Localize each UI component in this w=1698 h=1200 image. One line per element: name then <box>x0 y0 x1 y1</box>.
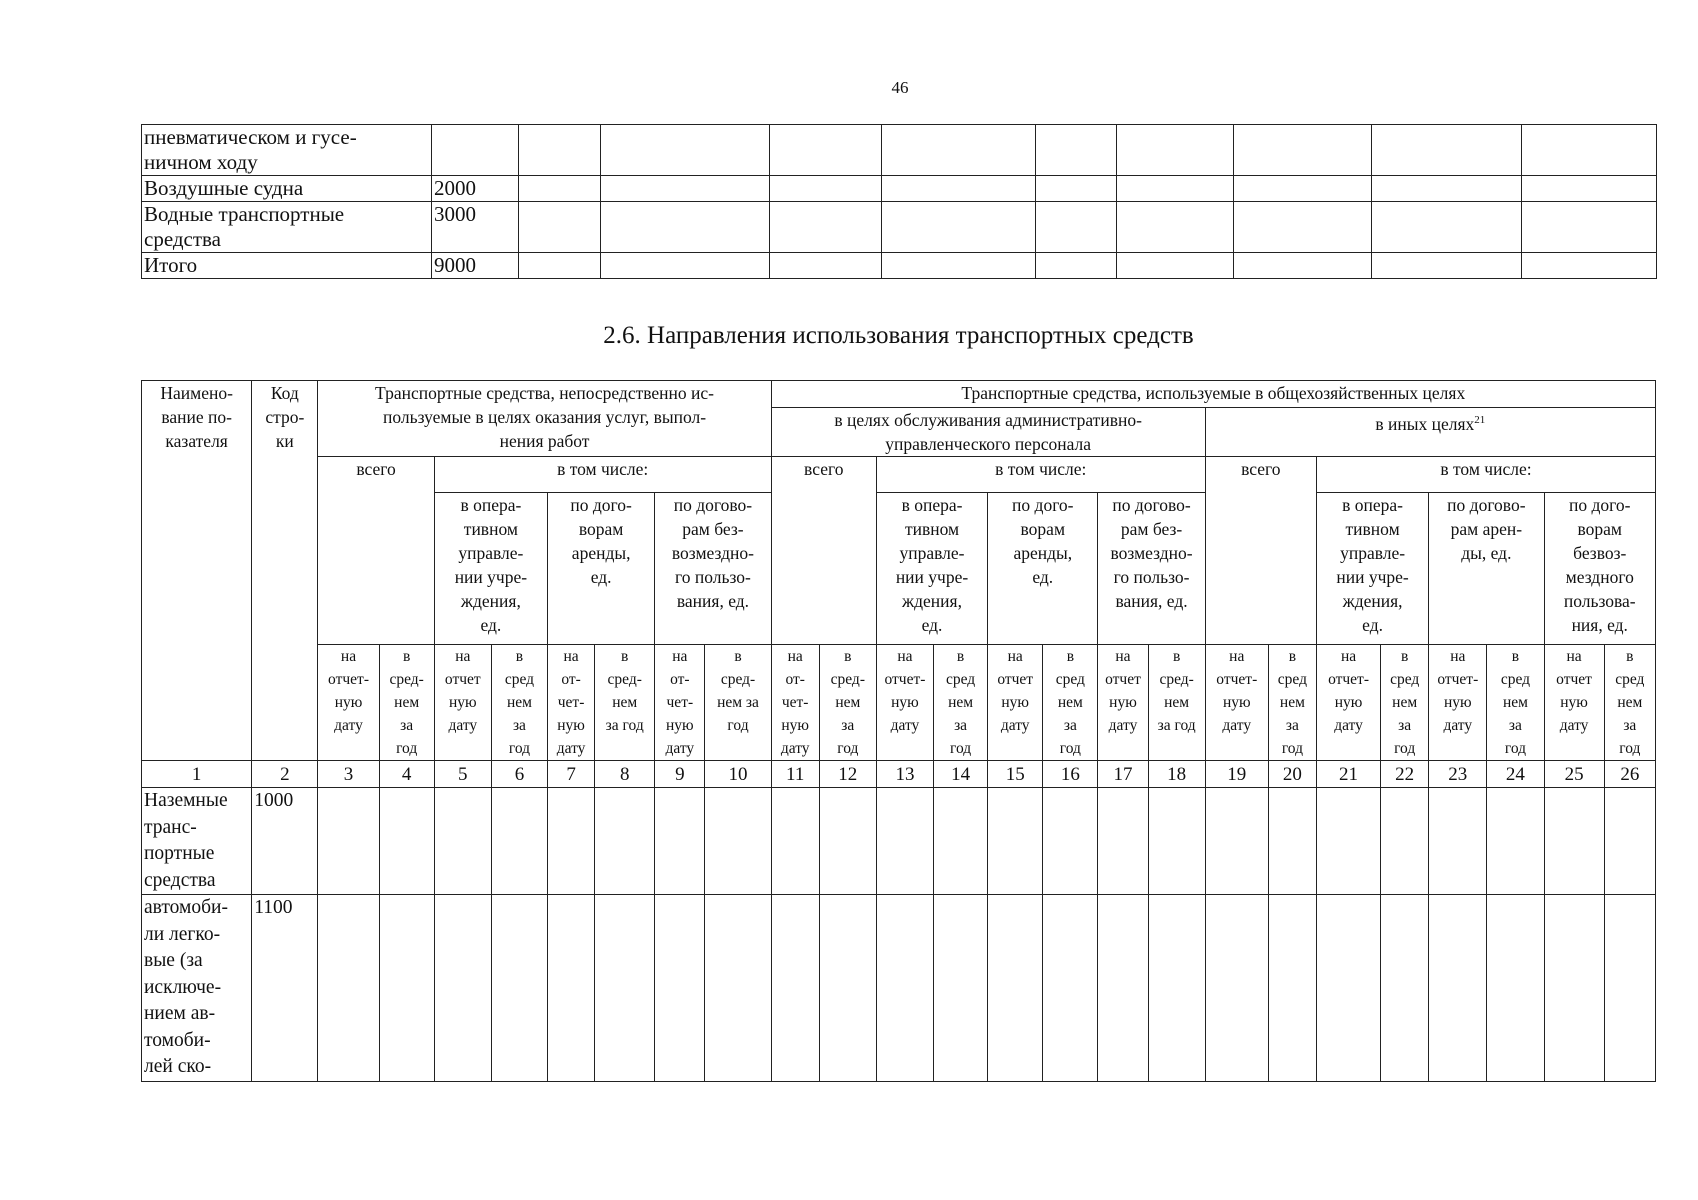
empty-cell <box>1234 125 1372 176</box>
empty-cell <box>1372 125 1522 176</box>
top-row-code: 3000 <box>432 202 519 253</box>
empty-cell <box>771 788 819 895</box>
subheader-reporting-date: на отчет- ную дату <box>1316 645 1380 761</box>
empty-cell <box>1372 176 1522 202</box>
empty-cell <box>1098 895 1148 1082</box>
subheader-reporting-date: на отчет- ную дату <box>1429 645 1487 761</box>
empty-cell <box>318 788 379 895</box>
header-other-label: в иных целях <box>1375 413 1475 434</box>
subheader-reporting-date: на отчет- ную дату <box>318 645 379 761</box>
empty-cell <box>1487 788 1544 895</box>
empty-cell <box>1043 895 1098 1082</box>
empty-cell <box>819 788 876 895</box>
column-number: 2 <box>252 761 318 788</box>
column-number: 23 <box>1429 761 1487 788</box>
empty-cell <box>595 895 655 1082</box>
top-table-row <box>142 253 1657 279</box>
empty-cell <box>379 895 434 1082</box>
empty-cell <box>882 253 1036 279</box>
top-row-code: 9000 <box>432 253 519 279</box>
empty-cell <box>1487 895 1544 1082</box>
empty-cell <box>519 125 601 176</box>
empty-cell <box>988 895 1043 1082</box>
empty-cell <box>1429 788 1487 895</box>
empty-cell <box>1036 253 1117 279</box>
top-row-code <box>432 125 519 176</box>
subheader-reporting-date: на отчет- ную дату <box>876 645 933 761</box>
subheader-reporting-date: на отчет ную дату <box>988 645 1043 761</box>
header-other-purposes <box>1205 408 1655 457</box>
table-row <box>142 895 1656 1082</box>
footnote-21: 21 <box>1474 414 1486 426</box>
subheader-average-year: в сред- нем за год <box>1148 645 1205 761</box>
column-number: 26 <box>1604 761 1655 788</box>
header-operational-3: в опера- тивном управле- нии учре- ждения, ед. <box>1316 493 1428 645</box>
column-number: 25 <box>1544 761 1604 788</box>
column-number: 21 <box>1316 761 1380 788</box>
empty-cell <box>1234 176 1372 202</box>
top-continuation-table <box>141 124 1657 279</box>
top-row-name: Итого <box>142 253 432 279</box>
column-number: 4 <box>379 761 434 788</box>
header-direct-use: Транспортные средства, непосредственно ис- пользуемые в целях оказания услуг, выпол- нения работ <box>318 381 771 457</box>
empty-cell <box>882 176 1036 202</box>
top-row-name: Воздушные судна <box>142 176 432 202</box>
empty-cell <box>1372 202 1522 253</box>
empty-cell <box>491 788 547 895</box>
header-total-2: всего <box>771 457 876 645</box>
empty-cell <box>601 253 770 279</box>
column-number: 8 <box>595 761 655 788</box>
header-rent-1: по дого- ворам аренды, ед. <box>548 493 655 645</box>
subheader-average-year: в сред- нем за год <box>595 645 655 761</box>
page-number: 46 <box>891 78 909 97</box>
column-number: 24 <box>1487 761 1544 788</box>
empty-cell <box>819 895 876 1082</box>
empty-cell <box>1205 788 1268 895</box>
subheader-reporting-date: на от- чет- ную дату <box>771 645 819 761</box>
empty-cell <box>882 202 1036 253</box>
empty-cell <box>882 125 1036 176</box>
row-code: 1100 <box>252 895 318 1082</box>
subheader-reporting-date: на отчет ную дату <box>1098 645 1148 761</box>
empty-cell <box>1117 253 1234 279</box>
empty-cell <box>1117 125 1234 176</box>
empty-cell <box>876 895 933 1082</box>
empty-cell <box>876 788 933 895</box>
header-including-2: в том числе: <box>876 457 1205 493</box>
empty-cell <box>1043 788 1098 895</box>
column-number: 3 <box>318 761 379 788</box>
transport-usage-table <box>141 380 1656 1082</box>
section-title: 2.6. Направления использования транспортных средств <box>603 322 1194 349</box>
column-number: 15 <box>988 761 1043 788</box>
header-general-use: Транспортные средства, используемые в общехозяйственных целях <box>771 381 1655 408</box>
empty-cell <box>770 202 882 253</box>
empty-cell <box>705 895 771 1082</box>
empty-cell <box>601 176 770 202</box>
empty-cell <box>1205 895 1268 1082</box>
empty-cell <box>1036 125 1117 176</box>
column-number: 12 <box>819 761 876 788</box>
empty-cell <box>601 202 770 253</box>
header-rent-2: по дого- ворам аренды, ед. <box>988 493 1098 645</box>
empty-cell <box>1234 202 1372 253</box>
top-table-row <box>142 202 1657 253</box>
empty-cell <box>548 895 595 1082</box>
header-operational-1: в опера- тивном управле- нии учре- ждения, ед. <box>434 493 547 645</box>
empty-cell <box>1036 202 1117 253</box>
column-number: 7 <box>548 761 595 788</box>
row-indicator-name: Наземные транс- портные средства <box>142 788 252 895</box>
empty-cell <box>655 895 705 1082</box>
column-number: 5 <box>434 761 491 788</box>
subheader-average-year: в сред нем за год <box>1604 645 1655 761</box>
empty-cell <box>318 895 379 1082</box>
column-number: 13 <box>876 761 933 788</box>
empty-cell <box>595 788 655 895</box>
empty-cell <box>1604 895 1655 1082</box>
column-number: 10 <box>705 761 771 788</box>
column-number: 1 <box>142 761 252 788</box>
header-including-1: в том числе: <box>434 457 771 493</box>
empty-cell <box>1268 895 1316 1082</box>
empty-cell <box>519 253 601 279</box>
column-number: 17 <box>1098 761 1148 788</box>
column-number: 6 <box>491 761 547 788</box>
header-admin-staff: в целях обслуживания административно- управленческого персонала <box>771 408 1205 457</box>
column-number: 16 <box>1043 761 1098 788</box>
subheader-average-year: в сред- нем за год <box>705 645 771 761</box>
column-number: 20 <box>1268 761 1316 788</box>
empty-cell <box>1604 788 1655 895</box>
empty-cell <box>1429 895 1487 1082</box>
empty-cell <box>1117 202 1234 253</box>
top-table-row <box>142 125 1657 176</box>
empty-cell <box>655 788 705 895</box>
empty-cell <box>1522 253 1657 279</box>
empty-cell <box>434 895 491 1082</box>
column-number: 9 <box>655 761 705 788</box>
row-indicator-name: автомоби- ли легко- вые (за исключе- нием ав- томоби- лей ско- <box>142 895 252 1082</box>
subheader-average-year: в сред нем за год <box>1381 645 1429 761</box>
column-number: 19 <box>1205 761 1268 788</box>
subheader-reporting-date: на от- чет- ную дату <box>548 645 595 761</box>
header-including-3: в том числе: <box>1316 457 1655 493</box>
header-rent-3: по догово- рам арен- ды, ед. <box>1429 493 1544 645</box>
header-total-3: всего <box>1205 457 1316 645</box>
empty-cell <box>934 788 988 895</box>
empty-cell <box>1148 788 1205 895</box>
column-number: 18 <box>1148 761 1205 788</box>
table-row <box>142 788 1656 895</box>
empty-cell <box>771 895 819 1082</box>
header-operational-2: в опера- тивном управле- нии учре- ждения, ед. <box>876 493 987 645</box>
subheader-reporting-date: на отчет- ную дату <box>1205 645 1268 761</box>
empty-cell <box>491 895 547 1082</box>
empty-cell <box>1522 176 1657 202</box>
empty-cell <box>1544 895 1604 1082</box>
empty-cell <box>379 788 434 895</box>
subheader-average-year: в сред нем за год <box>1487 645 1544 761</box>
column-number: 14 <box>934 761 988 788</box>
subheader-average-year: в сред нем за год <box>1268 645 1316 761</box>
empty-cell <box>1316 895 1380 1082</box>
subheader-average-year: в сред нем за год <box>934 645 988 761</box>
empty-cell <box>1544 788 1604 895</box>
subheader-average-year: в сред нем за год <box>1043 645 1098 761</box>
empty-cell <box>770 253 882 279</box>
empty-cell <box>434 788 491 895</box>
empty-cell <box>705 788 771 895</box>
empty-cell <box>934 895 988 1082</box>
empty-cell <box>548 788 595 895</box>
empty-cell <box>1522 125 1657 176</box>
subheader-reporting-date: на отчет ную дату <box>1544 645 1604 761</box>
empty-cell <box>601 125 770 176</box>
empty-cell <box>1117 176 1234 202</box>
empty-cell <box>1148 895 1205 1082</box>
column-number: 11 <box>771 761 819 788</box>
empty-cell <box>1522 202 1657 253</box>
empty-cell <box>1098 788 1148 895</box>
empty-cell <box>519 202 601 253</box>
empty-cell <box>1234 253 1372 279</box>
header-free-use-2: по догово- рам без- возмездно- го пользо- вания, ед. <box>1098 493 1205 645</box>
empty-cell <box>1372 253 1522 279</box>
empty-cell <box>1316 788 1380 895</box>
header-total-1: всего <box>318 457 434 645</box>
empty-cell <box>770 176 882 202</box>
top-row-code: 2000 <box>432 176 519 202</box>
header-free-use-1: по догово- рам без- возмездно- го пользо- вания, ед. <box>655 493 771 645</box>
empty-cell <box>770 125 882 176</box>
row-code: 1000 <box>252 788 318 895</box>
empty-cell <box>1036 176 1117 202</box>
subheader-reporting-date: на отчет ную дату <box>434 645 491 761</box>
top-row-name: пневматическом и гусе- ничном ходу <box>142 125 432 176</box>
subheader-average-year: в сред- нем за год <box>379 645 434 761</box>
column-number: 22 <box>1381 761 1429 788</box>
subheader-average-year: в сред- нем за год <box>819 645 876 761</box>
subheader-reporting-date: на от- чет- ную дату <box>655 645 705 761</box>
header-indicator-name: Наимено- вание по- казателя <box>142 381 252 761</box>
header-row-code: Код стро- ки <box>252 381 318 761</box>
empty-cell <box>1381 788 1429 895</box>
top-row-name: Водные транспортные средства <box>142 202 432 253</box>
empty-cell <box>988 788 1043 895</box>
empty-cell <box>1268 788 1316 895</box>
empty-cell <box>1381 895 1429 1082</box>
subheader-average-year: в сред нем за год <box>491 645 547 761</box>
top-table-row <box>142 176 1657 202</box>
empty-cell <box>519 176 601 202</box>
header-free-use-3: по дого- ворам безвоз- мездного пользова- ния, ед. <box>1544 493 1656 645</box>
